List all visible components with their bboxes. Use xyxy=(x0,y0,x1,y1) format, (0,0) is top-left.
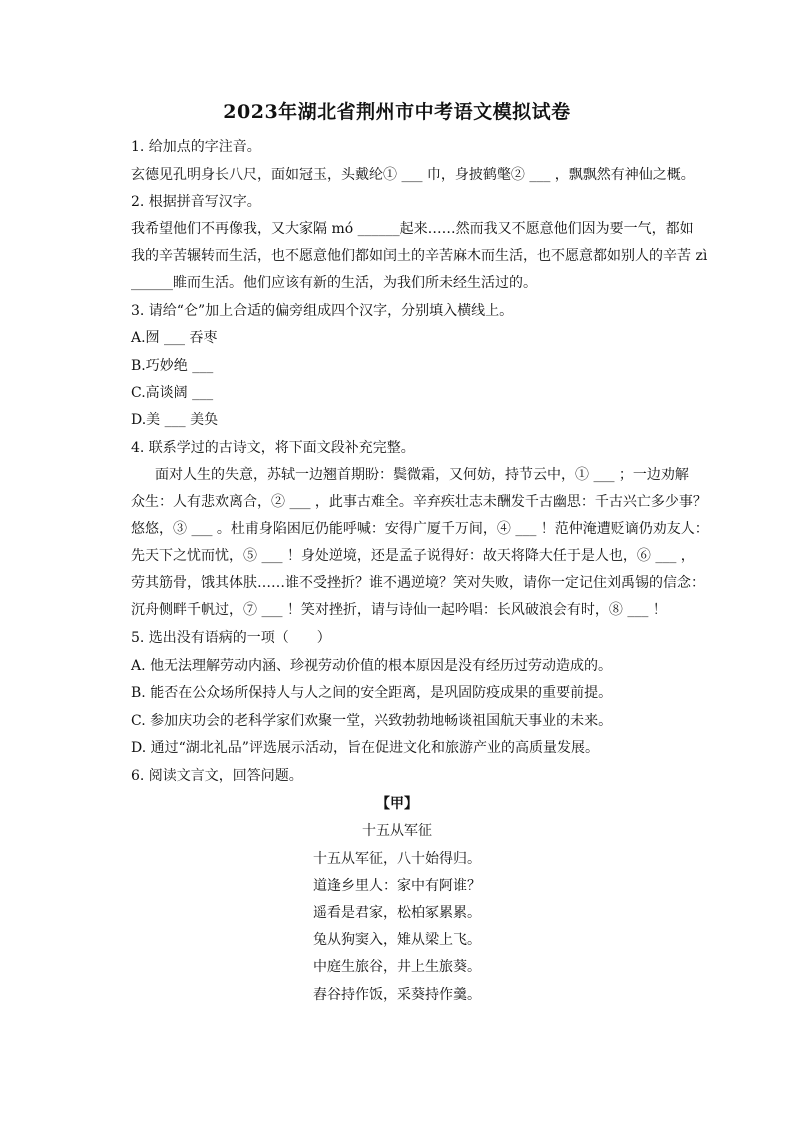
q3-option: C.高谈阔 ___ xyxy=(131,385,214,401)
q5-option-d: D. 通过“湖北礼品”评选展示活动，旨在促进文化和旅游产业的高质量发展。 xyxy=(131,740,599,756)
q1-heading: 1. 给加点的字注音。 xyxy=(131,139,261,155)
q2-heading: 2. 根据拼音写汉字。 xyxy=(131,194,261,210)
q4-body-line: 悠悠，③ ___ 。杜甫身陷困厄仍能呼喊：安得广厦千万间，④ ___ ！范仲淹遭贬谪仍劝友人： xyxy=(131,521,709,537)
q4-body-line: 众生：人有悲欢离合，② ___ ，此事古难全。辛弃疾壮志未酬发千古幽思：千古兴亡多少事？ xyxy=(131,494,707,510)
poem-section-label: 【甲】 xyxy=(376,796,418,812)
q3-option: B.巧妙绝 ___ xyxy=(131,358,214,374)
q5-option-b: B. 能否在公众场所保持人与人之间的安全距离，是巩固防疫成果的重要前提。 xyxy=(131,685,613,701)
q3-option: A.囫 ___ 吞枣 xyxy=(131,330,218,346)
poem-line: 十五从军征，八十始得归。 xyxy=(313,851,481,867)
q2-body-line: 我希望他们不再像我，又大家隔 mó ______起来……然而我又不愿意他们因为要一气，都如 xyxy=(131,221,694,237)
poem-line: 遥看是君家，松柏冢累累。 xyxy=(313,905,481,921)
q5-option-c: C. 参加庆功会的老科学家们欢聚一堂，兴致勃勃地畅谈祖国航天事业的未来。 xyxy=(131,713,613,729)
poem-line: 舂谷持作饭，采葵持作羹。 xyxy=(313,987,481,1003)
q4-body-line: 面对人生的失意，苏轼一边翘首期盼：鬓微霜，又何妨，持节云中，① ___ ；一边劝解 xyxy=(155,467,689,483)
poem-line: 中庭生旅谷，井上生旅葵。 xyxy=(313,959,481,975)
q5-option-a: A. 他无法理解劳动内涵、珍视劳动价值的根本原因是没有经历过劳动造成的。 xyxy=(131,658,613,674)
q4-heading: 4. 联系学过的古诗文，将下面文段补充完整。 xyxy=(131,440,415,456)
poem-line: 道逢乡里人：家中有阿谁？ xyxy=(313,878,481,894)
q4-body-line: 沉舟侧畔千帆过，⑦ ___ ！笑对挫折，请与诗仙一起吟唱：长风破浪会有时，⑧ ___ ！ xyxy=(131,602,667,618)
q4-body-line: 劳其筋骨，饿其体肤……谁不受挫折？谁不遇逆境？笑对失败，请你一定记住刘禹锡的信念： xyxy=(131,575,705,591)
poem-title: 十五从军征 xyxy=(362,823,432,839)
q3-heading: 3. 请给“仑”加上合适的偏旁组成四个汉字，分别填入横线上。 xyxy=(131,303,514,319)
page-title: 2023年湖北省荆州市中考语文模拟试卷 xyxy=(223,101,571,123)
q3-option: D.美 ___ 美奂 xyxy=(131,412,219,428)
q6-heading: 6. 阅读文言文，回答问题。 xyxy=(131,768,303,784)
q1-body: 玄德见孔明身长八尺，面如冠玉，头戴纶① ___ 巾，身披鹤氅② ___ ，飘飘然有神仙之概。 xyxy=(131,167,695,183)
poem-line: 兔从狗窦入，雉从梁上飞。 xyxy=(313,932,481,948)
q2-body-line: ______睢而生活。他们应该有新的生活，为我们所未经生活过的。 xyxy=(131,275,537,291)
q4-body-line: 先天下之忧而忧，⑤ ___ ！身处逆境，还是孟子说得好：故天将降大任于是人也，⑥ ___ ， xyxy=(131,548,695,564)
q2-body-line: 我的辛苦辗转而生活，也不愿意他们都如闰土的辛苦麻木而生活，也不愿意都如别人的辛苦 zì xyxy=(131,248,708,264)
q5-heading: 5. 选出没有语病的一项（ ） xyxy=(131,630,331,646)
